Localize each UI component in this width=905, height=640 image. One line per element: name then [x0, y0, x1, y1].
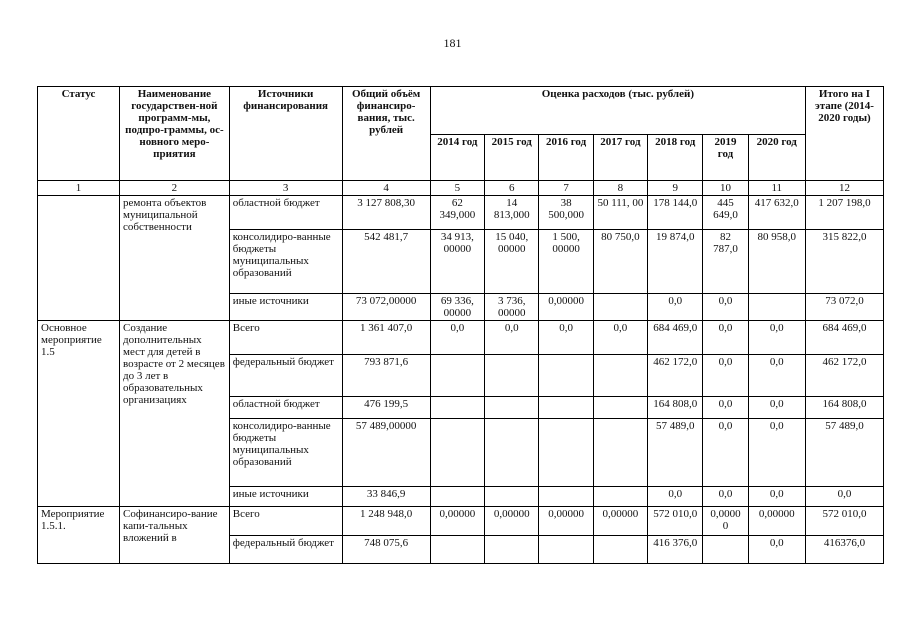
year-value-cell: 0,0: [748, 321, 805, 355]
year-value-cell: 0,0: [648, 487, 703, 507]
column-index: 12: [806, 181, 884, 196]
total-cell: 1 248 948,0: [342, 507, 430, 536]
itogo-cell: 572 010,0: [806, 507, 884, 536]
year-value-cell: 572 010,0: [648, 507, 703, 536]
itogo-cell: 57 489,0: [806, 419, 884, 487]
year-value-cell: 0,0: [703, 294, 748, 321]
year-value-cell: 0,00000: [485, 507, 539, 536]
itogo-cell: 0,0: [806, 487, 884, 507]
table-row: [38, 507, 884, 536]
year-value-cell: 178 144,0: [648, 196, 703, 230]
column-index-row: [38, 181, 884, 196]
total-cell: 748 075,6: [342, 536, 430, 564]
year-value-cell: 15 040, 00000: [485, 230, 539, 294]
year-value-cell: [593, 536, 647, 564]
year-value-cell: 0,00000: [593, 507, 647, 536]
year-value-cell: 80 750,0: [593, 230, 647, 294]
source-cell: федеральный бюджет: [229, 355, 342, 397]
year-value-cell: 0,0: [748, 487, 805, 507]
source-cell: Всего: [229, 321, 342, 355]
total-cell: 542 481,7: [342, 230, 430, 294]
itogo-cell: 416376,0: [806, 536, 884, 564]
column-index: 1: [38, 181, 120, 196]
year-value-cell: 0,0: [648, 294, 703, 321]
year-value-cell: [593, 397, 647, 419]
year-value-cell: 34 913, 00000: [430, 230, 484, 294]
itogo-cell: 684 469,0: [806, 321, 884, 355]
year-value-cell: [703, 536, 748, 564]
year-value-cell: 19 874,0: [648, 230, 703, 294]
header-estimate: Оценка расходов (тыс. рублей): [430, 87, 805, 135]
year-value-cell: [430, 397, 484, 419]
year-value-cell: [539, 397, 593, 419]
table-row: [38, 196, 884, 230]
year-value-cell: 0,0000 0: [703, 507, 748, 536]
year-value-cell: [485, 487, 539, 507]
program-name-cell: ремонта объектов муниципальной собственности: [120, 196, 230, 321]
total-cell: 33 846,9: [342, 487, 430, 507]
year-value-cell: 0,0: [703, 487, 748, 507]
page-number: 181: [443, 36, 462, 50]
column-index: 10: [703, 181, 748, 196]
column-index: 11: [748, 181, 805, 196]
column-index: 6: [485, 181, 539, 196]
total-cell: 1 361 407,0: [342, 321, 430, 355]
source-cell: федеральный бюджет: [229, 536, 342, 564]
header-year: 2020 год: [748, 135, 805, 181]
header-year: 2016 год: [539, 135, 593, 181]
header-year: 2014 год: [430, 135, 484, 181]
status-cell: Мероприятие 1.5.1.: [38, 507, 120, 564]
source-cell: иные источники: [229, 294, 342, 321]
year-value-cell: 0,0: [748, 536, 805, 564]
year-value-cell: 3 736, 00000: [485, 294, 539, 321]
itogo-cell: 164 808,0: [806, 397, 884, 419]
year-value-cell: 0,0: [703, 419, 748, 487]
total-cell: 73 072,00000: [342, 294, 430, 321]
source-cell: областной бюджет: [229, 397, 342, 419]
year-value-cell: [539, 355, 593, 397]
year-value-cell: [485, 536, 539, 564]
header-year: 2019 год: [703, 135, 748, 181]
year-value-cell: 0,0: [593, 321, 647, 355]
year-value-cell: 50 111, 00: [593, 196, 647, 230]
itogo-cell: 1 207 198,0: [806, 196, 884, 230]
header-status: Статус: [38, 87, 120, 181]
year-value-cell: [430, 419, 484, 487]
year-value-cell: 0,0: [703, 355, 748, 397]
column-index: 2: [120, 181, 230, 196]
year-value-cell: 0,0: [748, 355, 805, 397]
year-value-cell: 38 500,000: [539, 196, 593, 230]
year-value-cell: 0,0: [703, 397, 748, 419]
year-value-cell: 0,00000: [539, 294, 593, 321]
status-cell: Основное мероприятие 1.5: [38, 321, 120, 507]
header-year: 2015 год: [485, 135, 539, 181]
budget-table: [37, 86, 884, 564]
year-value-cell: 0,0: [703, 321, 748, 355]
source-cell: Всего: [229, 507, 342, 536]
column-index: 3: [229, 181, 342, 196]
year-value-cell: 69 336, 00000: [430, 294, 484, 321]
column-index: 5: [430, 181, 484, 196]
header-total: Общий объём финансиро-вания, тыс. рублей: [342, 87, 430, 181]
total-cell: 3 127 808,30: [342, 196, 430, 230]
year-value-cell: 417 632,0: [748, 196, 805, 230]
source-cell: иные источники: [229, 487, 342, 507]
column-index: 9: [648, 181, 703, 196]
table-row: [38, 321, 884, 355]
table-header: [38, 87, 884, 196]
year-value-cell: 62 349,000: [430, 196, 484, 230]
year-value-cell: [593, 294, 647, 321]
year-value-cell: 0,00000: [748, 507, 805, 536]
year-value-cell: [430, 536, 484, 564]
header-source: Источники финансирования: [229, 87, 342, 181]
year-value-cell: [539, 487, 593, 507]
year-value-cell: 164 808,0: [648, 397, 703, 419]
year-value-cell: [485, 397, 539, 419]
column-index: 4: [342, 181, 430, 196]
year-value-cell: 462 172,0: [648, 355, 703, 397]
year-value-cell: 0,0: [430, 321, 484, 355]
year-value-cell: [593, 355, 647, 397]
itogo-cell: 315 822,0: [806, 230, 884, 294]
source-cell: областной бюджет: [229, 196, 342, 230]
year-value-cell: 82 787,0: [703, 230, 748, 294]
year-value-cell: 57 489,0: [648, 419, 703, 487]
year-value-cell: 80 958,0: [748, 230, 805, 294]
program-name-cell: Создание дополнительных мест для детей в возрасте от 2 месяцев до 3 лет в образовательных организациях: [120, 321, 230, 507]
year-value-cell: 0,00000: [430, 507, 484, 536]
header-name: Наименование государствен-ной программ-мы, подпро-граммы, ос-новного меро-приятия: [120, 87, 230, 181]
year-value-cell: [485, 419, 539, 487]
year-value-cell: 0,0: [748, 397, 805, 419]
year-value-cell: 0,00000: [539, 507, 593, 536]
year-value-cell: 0,0: [539, 321, 593, 355]
header-year: 2018 год: [648, 135, 703, 181]
year-value-cell: [539, 536, 593, 564]
source-cell: консолидиро-ванные бюджеты муниципальных образований: [229, 230, 342, 294]
year-value-cell: [539, 419, 593, 487]
year-value-cell: [430, 487, 484, 507]
total-cell: 476 199,5: [342, 397, 430, 419]
header-year: 2017 год: [593, 135, 647, 181]
year-value-cell: [430, 355, 484, 397]
itogo-cell: 462 172,0: [806, 355, 884, 397]
year-value-cell: 0,0: [748, 419, 805, 487]
year-value-cell: 14 813,000: [485, 196, 539, 230]
year-value-cell: [485, 355, 539, 397]
column-index: 7: [539, 181, 593, 196]
column-index: 8: [593, 181, 647, 196]
header-itogo: Итого на I этапе (2014-2020 годы): [806, 87, 884, 181]
total-cell: 793 871,6: [342, 355, 430, 397]
year-value-cell: 0,0: [485, 321, 539, 355]
program-name-cell: Софинансиро-вание капи-тальных вложений в: [120, 507, 230, 564]
year-value-cell: [593, 419, 647, 487]
year-value-cell: [593, 487, 647, 507]
table-body: [38, 196, 884, 564]
year-value-cell: 445 649,0: [703, 196, 748, 230]
year-value-cell: 684 469,0: [648, 321, 703, 355]
source-cell: консолидиро-ванные бюджеты муниципальных образований: [229, 419, 342, 487]
year-value-cell: [748, 294, 805, 321]
year-value-cell: 416 376,0: [648, 536, 703, 564]
year-value-cell: 1 500, 00000: [539, 230, 593, 294]
itogo-cell: 73 072,0: [806, 294, 884, 321]
total-cell: 57 489,00000: [342, 419, 430, 487]
status-cell: [38, 196, 120, 321]
